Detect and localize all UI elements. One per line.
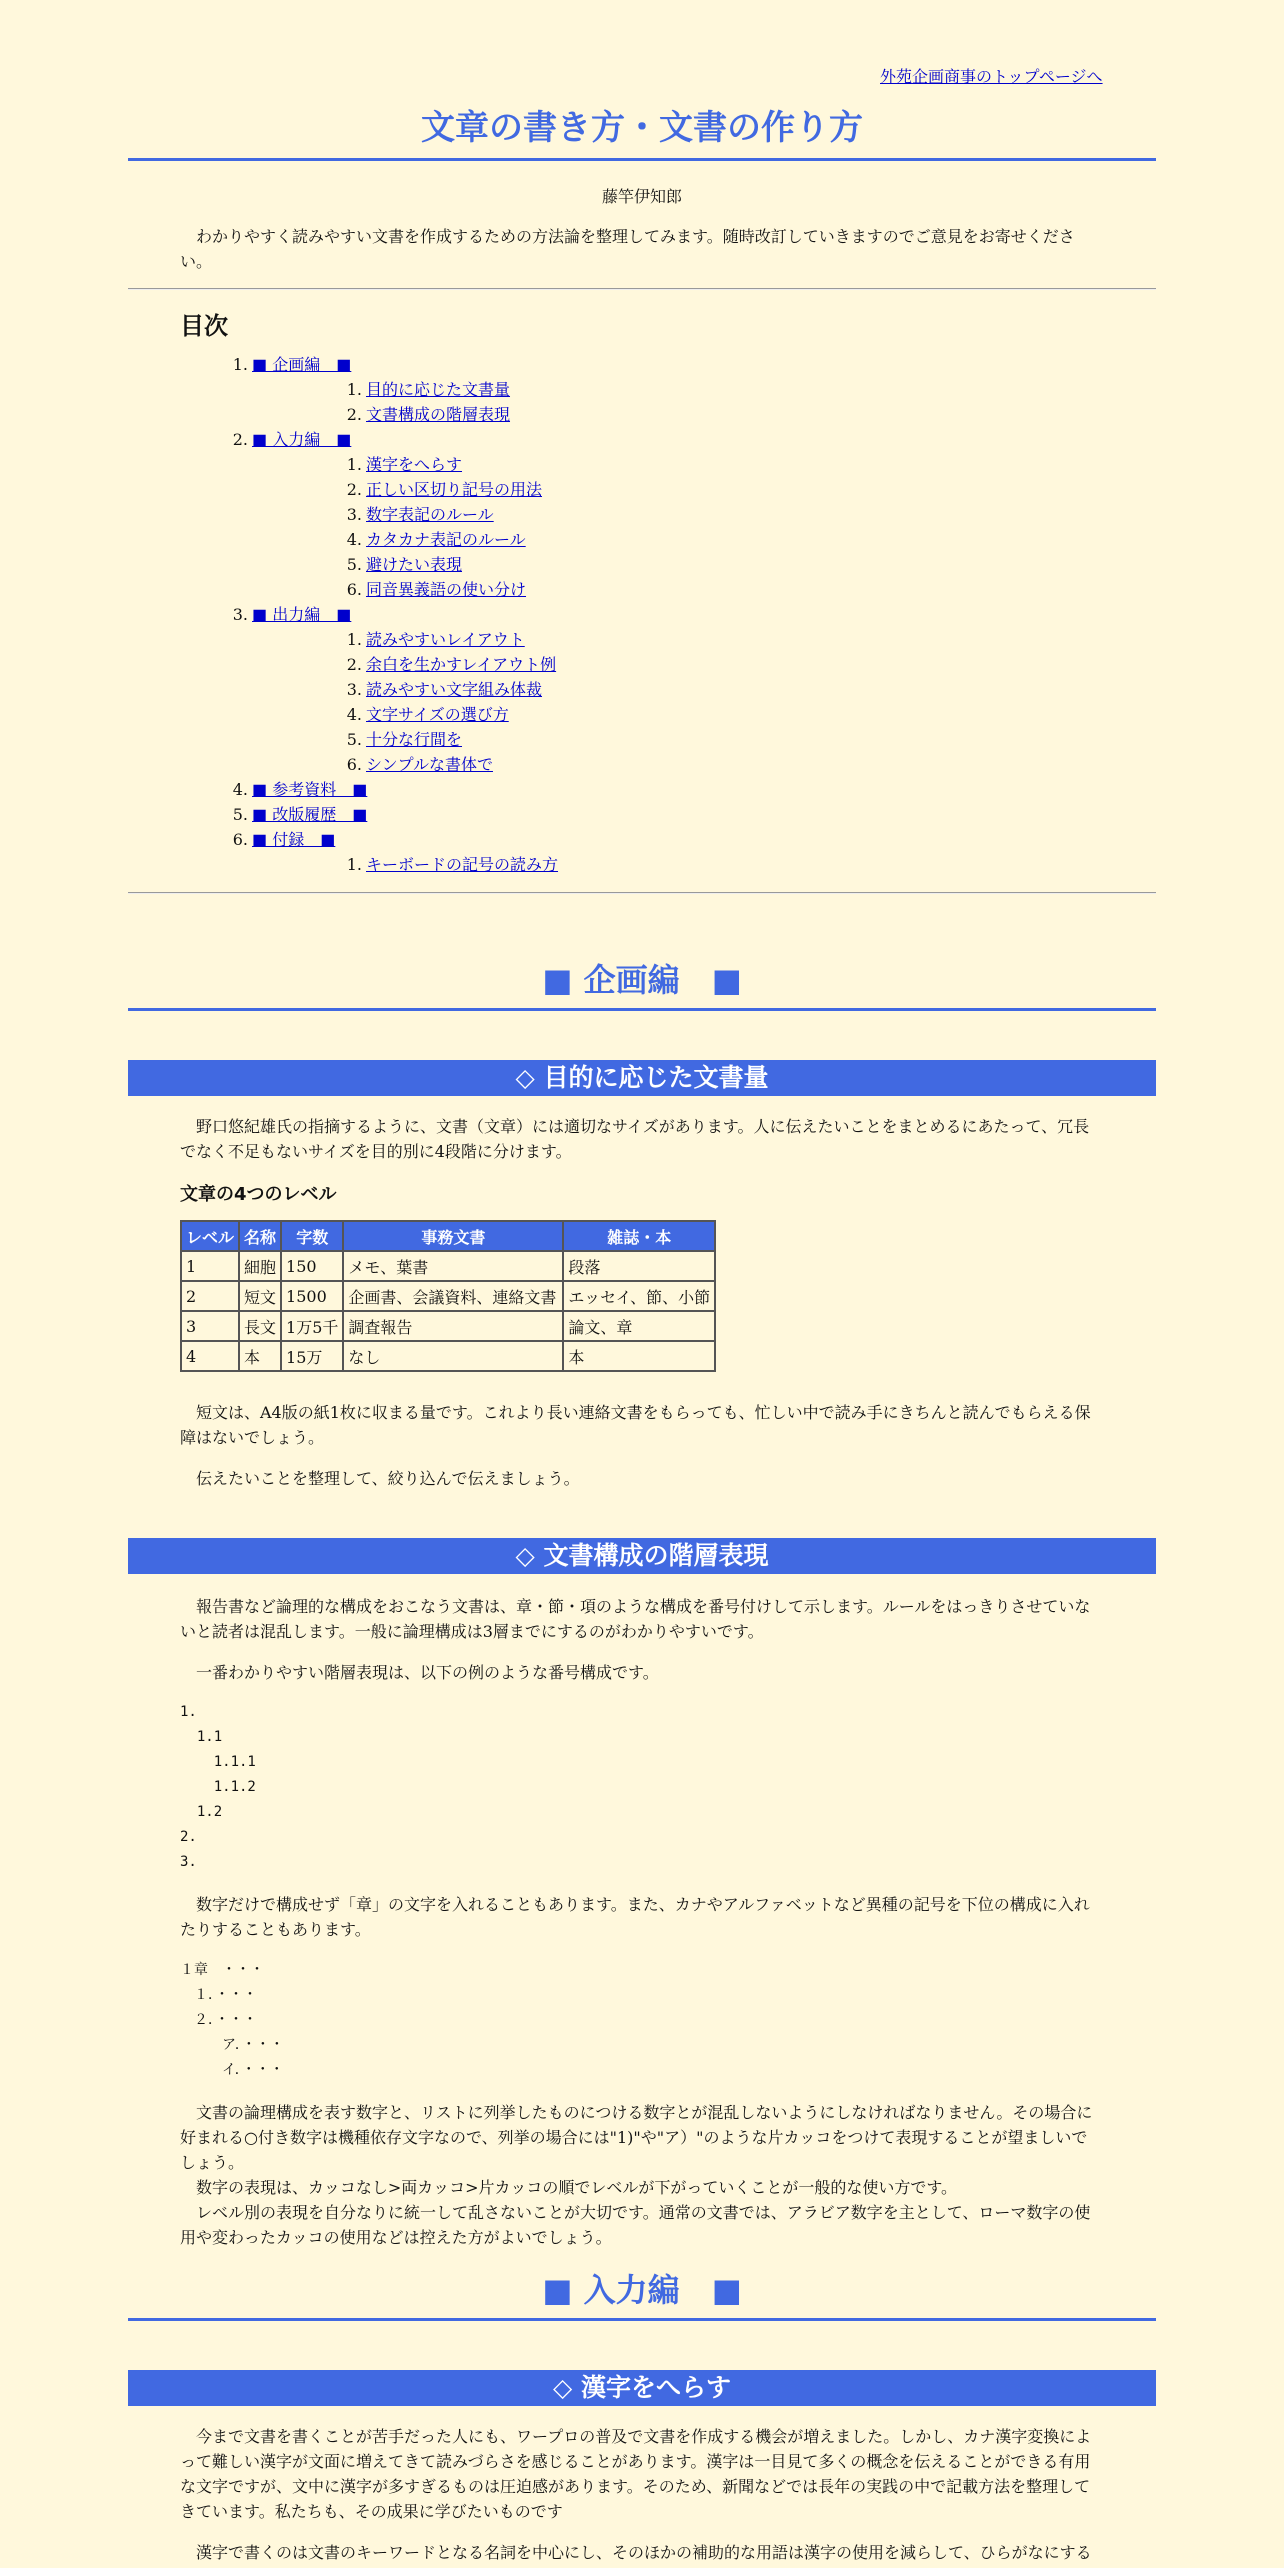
paragraph: 数字の表現は、カッコなし>両カッコ>片カッコの順でレベルが下がっていくことが一般的な使い方です。: [196, 2178, 958, 2197]
toc-subitem: [226, 527, 926, 552]
chapter-numbering-example: １章 ・・・ １．・・・ ２．・・・ ア．・・・ イ．・・・: [180, 1962, 284, 2078]
toc-subitem: [226, 702, 926, 727]
part-underline: [128, 1008, 1156, 1011]
toc-subitem-number: 5.: [346, 730, 362, 749]
paragraph: 漢字で書くのは文書のキーワードとなる名詞を中心にし、そのほかの補助的な用語は漢字の使用を減らして、ひらがなにする: [196, 2543, 1092, 2562]
toc-subitem: [226, 677, 926, 702]
table-cell: メモ、葉書: [343, 1251, 563, 1281]
section-heading-document-volume: ◇ 目的に応じた文書量: [128, 1060, 1156, 1096]
table-cell: 本: [239, 1341, 281, 1371]
toc-sublink[interactable]: 十分な行間を: [366, 730, 463, 749]
author: 藤竿伊知郎: [601, 187, 682, 206]
table-cell: 2: [181, 1281, 239, 1311]
toc-sublink[interactable]: 漢字をへらす: [366, 455, 463, 474]
table-cell: 短文: [239, 1281, 281, 1311]
toc-sublink[interactable]: 文書構成の階層表現: [366, 405, 511, 424]
table-cell: 企画書、会議資料、連絡文書: [343, 1281, 563, 1311]
toc-sublink[interactable]: 読みやすいレイアウト: [366, 630, 525, 649]
table-cell: なし: [343, 1341, 563, 1371]
toc-subitem-number: 1.: [346, 380, 362, 399]
table-cell: 1万5千: [281, 1311, 343, 1341]
toc-link[interactable]: ■ 参考資料 ■: [252, 780, 368, 799]
toc-subitem: [226, 852, 926, 877]
table-row: [181, 1281, 715, 1311]
paragraph: 短文は、A4版の紙1枚に収まる量です。これより長い連絡文書をもらっても、忙しい中で読み手にきちんと読んでもらえる保障はないでしょう。: [180, 1403, 1091, 1447]
table-of-contents: [226, 352, 926, 877]
column-header: 雑誌・本: [563, 1221, 715, 1251]
toc-item-number: 1.: [232, 355, 248, 374]
page-title: 文章の書き方・文書の作り方: [421, 108, 863, 148]
paragraph: 一番わかりやすい階層表現は、以下の例のような番号構成です。: [196, 1663, 659, 1682]
toc-item: [226, 777, 926, 802]
divider: [128, 892, 1156, 894]
divider: [128, 288, 1156, 290]
toc-subitem: [226, 627, 926, 652]
toc-link[interactable]: ■ 出力編 ■: [252, 605, 352, 624]
toc-subitem-number: 3.: [346, 505, 362, 524]
table-header-row: [181, 1221, 715, 1251]
table-row: [181, 1251, 715, 1281]
column-header: 名称: [239, 1221, 281, 1251]
paragraph: レベル別の表現を自分なりに統一して乱さないことが大切です。通常の文書では、アラビア数字を主として、ローマ数字の使用や変わったカッコの使用などは控えた方がよいでしょう。: [180, 2203, 1091, 2247]
column-header: レベル: [181, 1221, 239, 1251]
section-heading-hierarchy: ◇ 文書構成の階層表現: [128, 1538, 1156, 1574]
part-underline: [128, 2318, 1156, 2321]
toc-item: [226, 352, 926, 377]
toc-subitem-number: 3.: [346, 680, 362, 699]
toc-sublink[interactable]: 正しい区切り記号の用法: [366, 480, 543, 499]
toc-subitem: [226, 477, 926, 502]
toc-subitem: [226, 752, 926, 777]
toc-subitem-number: 4.: [346, 530, 362, 549]
toc-link[interactable]: ■ 付録 ■: [252, 830, 336, 849]
toc-item: [226, 427, 926, 452]
toc-subitem-number: 4.: [346, 705, 362, 724]
toc-subitem-number: 2.: [346, 655, 362, 674]
toc-subitem-number: 1.: [346, 630, 362, 649]
toc-title: 目次: [180, 312, 228, 340]
paragraph: 今まで文書を書くことが苦手だった人にも、ワープロの普及で文書を作成する機会が増えました。しかし、カナ漢字変換によって難しい漢字が文面に増えてきて読みづらさを感じることがあります。漢字は一目見て多くの概念を伝えることができる有用な文字ですが、文中に漢字が多すぎるものは圧迫感があります。そのため、新聞などでは長年の実践の中で記載方法を整理してきています。私たちも、その成果に学びたいものです: [180, 2427, 1092, 2521]
toc-subitem: [226, 727, 926, 752]
toc-subitem-number: 6.: [346, 755, 362, 774]
section-heading-reduce-kanji: ◇ 漢字をへらす: [128, 2370, 1156, 2406]
toc-item-number: 6.: [232, 830, 248, 849]
subheading-four-levels: 文章の4つのレベル: [180, 1184, 337, 1205]
paragraph: 伝えたいことを整理して、絞り込んで伝えましょう。: [196, 1469, 580, 1488]
table-cell: 4: [181, 1341, 239, 1371]
paragraph: 野口悠紀雄氏の指摘するように、文書（文章）には適切なサイズがあります。人に伝えたいことをまとめるにあたって、冗長でなく不足もないサイズを目的別に4段階に分けます。: [180, 1117, 1090, 1161]
table-cell: 本: [563, 1341, 715, 1371]
toc-subitem: [226, 502, 926, 527]
toc-item: [226, 602, 926, 627]
toc-subitem-number: 1.: [346, 855, 362, 874]
table-cell: 論文、章: [563, 1311, 715, 1341]
column-header: 字数: [281, 1221, 343, 1251]
toc-sublink[interactable]: 文字サイズの選び方: [366, 705, 509, 724]
table-cell: 段落: [563, 1251, 715, 1281]
toc-subitem: [226, 577, 926, 602]
table-row: [181, 1311, 715, 1341]
toc-item-number: 4.: [232, 780, 248, 799]
toc-link[interactable]: ■ 改版履歴 ■: [252, 805, 368, 824]
toc-subitem-number: 1.: [346, 455, 362, 474]
part-heading-input: ■ 入力編 ■: [542, 2271, 742, 2309]
title-underline: [128, 158, 1156, 161]
table-cell: 3: [181, 1311, 239, 1341]
toc-item-number: 5.: [232, 805, 248, 824]
toc-link[interactable]: ■ 入力編 ■: [252, 430, 352, 449]
paragraph: 数字だけで構成せず「章」の文字を入れることもあります。また、カナやアルファベットなど異種の記号を下位の構成に入れたりすることもあります。: [180, 1895, 1090, 1939]
toc-sublink[interactable]: 読みやすい文字組み体裁: [366, 680, 543, 699]
toc-subitem: [226, 452, 926, 477]
toc-subitem-number: 2.: [346, 405, 362, 424]
toc-link[interactable]: ■ 企画編 ■: [252, 355, 352, 374]
toc-sublink[interactable]: シンプルな書体で: [366, 755, 493, 774]
toc-sublink[interactable]: キーボードの記号の読み方: [366, 855, 559, 874]
top-page-link[interactable]: 外苑企画商事のトップページへ: [880, 67, 1103, 86]
table-row: [181, 1341, 715, 1371]
table-cell: 長文: [239, 1311, 281, 1341]
toc-subitem-number: 6.: [346, 580, 362, 599]
toc-sublink[interactable]: 数字表記のルール: [366, 505, 494, 524]
toc-subitem: [226, 377, 926, 402]
toc-sublink[interactable]: 同音異義語の使い分け: [366, 580, 527, 599]
numbering-example-code: 1. 1.1 1.1.1 1.1.2 1.2 2. 3.: [180, 1704, 256, 1870]
toc-subitem: [226, 652, 926, 677]
toc-item: [226, 827, 926, 852]
table-cell: 150: [281, 1251, 343, 1281]
toc-sublink[interactable]: 目的に応じた文書量: [366, 380, 511, 399]
paragraph: 文書の論理構成を表す数字と、リストに列挙したものにつける数字とが混乱しないようにしなければなりません。その場合に好まれる○付き数字は機種依存文字なので、列挙の場合には"1)"や"ア）"のような片カッコをつけて表現することが望ましいでしょう。: [180, 2103, 1093, 2172]
table-cell: エッセイ、節、小節: [563, 1281, 715, 1311]
toc-sublink[interactable]: 避けたい表現: [366, 555, 463, 574]
toc-sublink[interactable]: 余白を生かすレイアウト例: [366, 655, 557, 674]
part-heading-planning: ■ 企画編 ■: [542, 961, 742, 999]
table-cell: 調査報告: [343, 1311, 563, 1341]
table-cell: 15万: [281, 1341, 343, 1371]
table-cell: 1500: [281, 1281, 343, 1311]
intro-paragraph: わかりやすく読みやすい文書を作成するための方法論を整理してみます。随時改訂していきますのでご意見をお寄せください。: [180, 227, 1075, 271]
toc-item-number: 2.: [232, 430, 248, 449]
toc-subitem-number: 5.: [346, 555, 362, 574]
toc-item-number: 3.: [232, 605, 248, 624]
toc-sublink[interactable]: カタカナ表記のルール: [366, 530, 526, 549]
levels-table: [180, 1220, 716, 1372]
toc-item: [226, 802, 926, 827]
table-cell: 1: [181, 1251, 239, 1281]
toc-subitem-number: 2.: [346, 480, 362, 499]
toc-subitem: [226, 552, 926, 577]
paragraph: 報告書など論理的な構成をおこなう文書は、章・節・項のような構成を番号付けして示します。ルールをはっきりさせていないと読者は混乱します。一般に論理構成は3層までにするのがわかりやすいです。: [180, 1597, 1091, 1641]
column-header: 事務文書: [343, 1221, 563, 1251]
toc-subitem: [226, 402, 926, 427]
table-cell: 細胞: [239, 1251, 281, 1281]
